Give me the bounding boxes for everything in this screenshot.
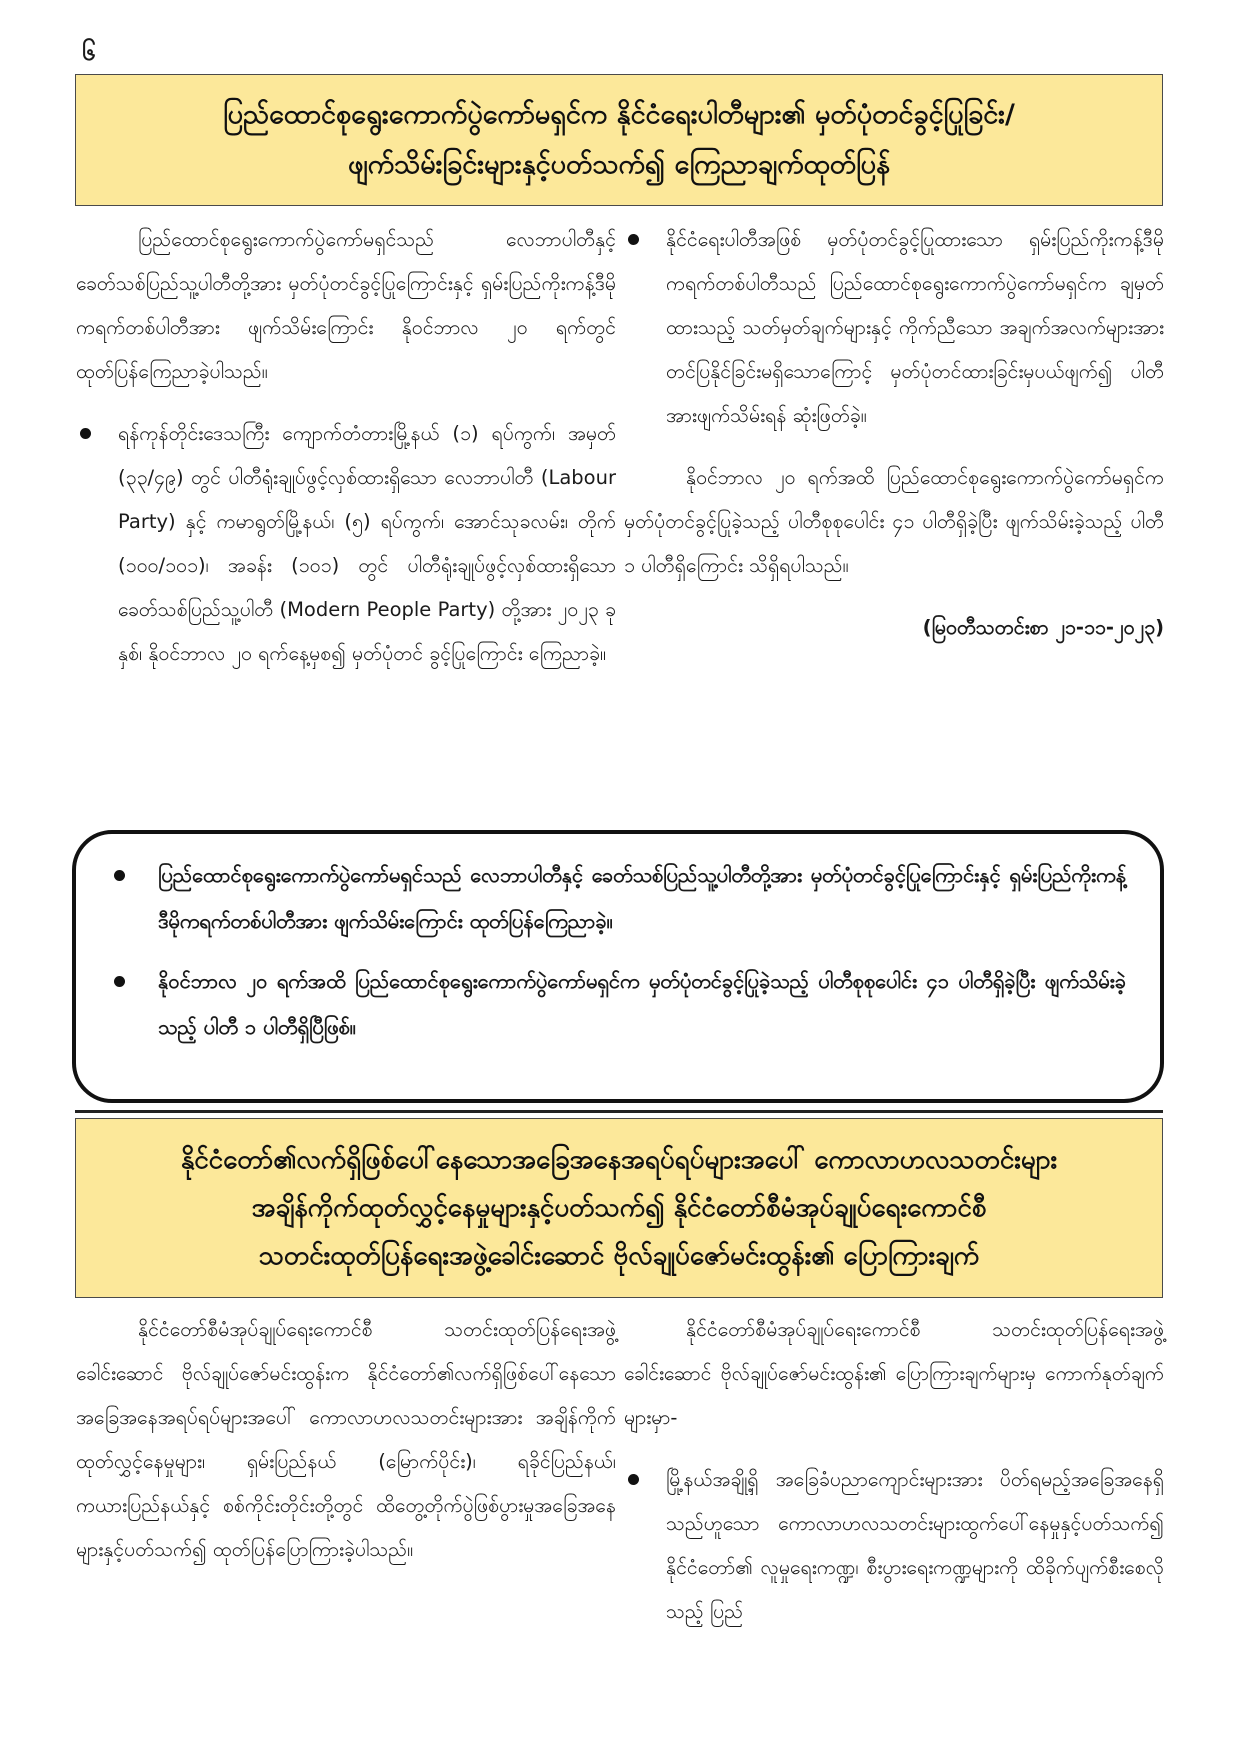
article1-right-bullet-text: နိုင်ငံရေးပါတီအဖြစ် မှတ်ပုံတင်ခွင့်ပြုထားသော ရှမ်းပြည်ကိုးကန့်ဒီမိုကရက်တစ်ပါတီသည် ပြည်ထောင်စုရွေးကောက်ပွဲကော်မရှင်က ချမှတ်ထားသည့် သတ်မှတ်ချက်များနှင့် ကိုက်ညီသော အချက်အလက်များအား တင်ပြနိုင်ခြင်းမရှိသောကြောင့် မှတ်ပုံတင်ထားခြင်းမှပယ်ဖျက်၍ ပါတီအားဖျက်သိမ်းရန် ဆုံးဖြတ်ခဲ့။ bbox=[666, 228, 1164, 427]
article2-left-paragraph: နိုင်ငံတော်စီမံအုပ်ချုပ်ရေးကောင်စီ သတင်းထုတ်ပြန်ရေးအဖွဲ့ခေါင်းဆောင် ဗိုလ်ချုပ်ဇော်မင်းထွန်းက နိုင်ငံတော်၏လက်ရှိဖြစ်ပေါ်နေသော အခြေအနေအရပ်ရပ်များအပေါ် ကောလာဟလသတင်းများအား အချိန်ကိုက်ထုတ်လွှင့်နေမှုများ၊ ရှမ်းပြည်နယ် (မြောက်ပိုင်း)၊ ရခိုင်ပြည်နယ်၊ ကယားပြည်နယ်နှင့် စစ်ကိုင်းတိုင်းတို့တွင် ထိတွေ့တိုက်ပွဲဖြစ်ပွားမှုအခြေအနေများနှင့်ပတ်သက်၍ ထုတ်ပြန်ပြောကြားခဲ့ပါသည်။ bbox=[76, 1318, 616, 1561]
summary-bullet-1 bbox=[110, 852, 1126, 944]
summary-bullet-2-text: နိုဝင်ဘာလ ၂၀ ရက်အထိ ပြည်ထောင်စုရွေးကောက်ပွဲကော်မရှင်က မှတ်ပုံတင်ခွင့်ပြုခဲ့သည့် ပါတီစုစုပေါင်း ၄၁ ပါတီရှိခဲ့ပြီး ဖျက်သိမ်းခဲ့သည့် ပါတီ ၁ ပါတီရှိပြီဖြစ်။ bbox=[158, 969, 1126, 1039]
article1-right-column bbox=[624, 218, 1164, 668]
article1-headline-line-1: ပြည်ထောင်စုရွေးကောက်ပွဲကော်မရှင်က နိုင်ငံရေးပါတီများ၏ မှတ်ပုံတင်ခွင့်ပြုခြင်း/ bbox=[223, 99, 1015, 130]
article2-headline bbox=[75, 1118, 1163, 1298]
article1-headline-line-2: ဖျက်သိမ်းခြင်းများနှင့်ပတ်သက်၍ ကြေညာချက်ထုတ်ပြန် bbox=[348, 149, 890, 180]
bullet-dot-icon bbox=[114, 870, 125, 881]
article1-source: (မြဝတီသတင်းစာ ၂၁-၁၁-၂၀၂၃) bbox=[922, 616, 1164, 639]
summary-bullet-1-text: ပြည်ထောင်စုရွေးကောက်ပွဲကော်မရှင်သည် လေဘာပါတီနှင့် ခေတ်သစ်ပြည်သူ့ပါတီတို့အား မှတ်ပုံတင်ခွင့်ပြုကြောင်းနှင့် ရှမ်းပြည်ကိုးကန့်ဒီမိုကရက်တစ်ပါတီအား ဖျက်သိမ်းကြောင်း ထုတ်ပြန်ကြေညာခဲ့။ bbox=[158, 863, 1126, 933]
bullet-dot-icon bbox=[80, 428, 91, 439]
article2-headline-line-2: အချိန်ကိုက်ထုတ်လွှင့်နေမှုများနှင့်ပတ်သက်၍ နိုင်ငံတော်စီမံအုပ်ချုပ်ရေးကောင်စီ bbox=[251, 1193, 987, 1223]
bullet-dot-icon bbox=[114, 976, 125, 987]
article1-right-paragraph: နိုဝင်ဘာလ ၂၀ ရက်အထိ ပြည်ထောင်စုရွေးကောက်ပွဲကော်မရှင်က မှတ်ပုံတင်ခွင့်ပြုခဲ့သည့် ပါတီစုစုပေါင်း ၄၁ ပါတီရှိခဲ့ပြီး ဖျက်သိမ်းခဲ့သည့် ပါတီ ၁ ပါတီရှိကြောင်း သိရှိရပါသည်။ bbox=[624, 466, 1164, 577]
article1-left-bullet-text: ရန်ကုန်တိုင်းဒေသကြီး ကျောက်တံတားမြို့နယ် (၁) ရပ်ကွက်၊ အမှတ် (၃၃/၄၉) တွင် ပါတီရုံးချုပ်ဖွင့်လှစ်ထားရှိသော လေဘာပါတီ (Labour Party) နှင့် ကမာရွတ်မြို့နယ်၊ (၅) ရပ်ကွက်၊ အောင်သုခလမ်း၊ တိုက် (၁၀၀/၁၀၁)၊ အခန်း (၁၀၁) တွင် ပါတီရုံးချုပ်ဖွင့်လှစ်ထားရှိသော ခေတ်သစ်ပြည်သူ့ပါတီ (Modern People Party) တို့အား ၂၀၂၃ ခုနှစ်၊ နိုဝင်ဘာလ ၂၀ ရက်နေ့မှစ၍ မှတ်ပုံတင် ခွင့်ပြုကြောင်း ကြေညာခဲ့။ bbox=[118, 422, 616, 665]
article2-headline-line-3: သတင်းထုတ်ပြန်ရေးအဖွဲ့ခေါင်းဆောင် ဗိုလ်ချုပ်ဇော်မင်းထွန်း၏ ပြောကြားချက် bbox=[258, 1241, 980, 1271]
section-divider bbox=[75, 1110, 1163, 1113]
bullet-dot-icon bbox=[628, 234, 639, 245]
summary-bullet-2 bbox=[110, 958, 1126, 1050]
bullet-dot-icon bbox=[628, 1474, 639, 1485]
article2-left-column bbox=[76, 1308, 616, 1590]
article2-headline-line-1: နိုင်ငံတော်၏လက်ရှိဖြစ်ပေါ်နေသောအခြေအနေအရပ်ရပ်များအပေါ် ကောလာဟလသတင်းများ bbox=[180, 1145, 1058, 1175]
article1-headline bbox=[75, 74, 1163, 206]
article1-left-column bbox=[76, 218, 616, 694]
article2-right-bullet bbox=[624, 1458, 1164, 1634]
article2-right-bullet-text: မြို့နယ်အချို့ရှိ အခြေခံပညာကျောင်းများအား ပိတ်ရမည့်အခြေအနေရှိသည်ဟူသော ကောလာဟလသတင်းများထွက်ပေါ်နေမှုနှင့်ပတ်သက်၍ နိုင်ငံတော်၏ လူမှုရေးကဏ္ဍ၊ စီးပွားရေးကဏ္ဍများကို ထိခိုက်ပျက်စီးစေလိုသည့် ပြည် bbox=[666, 1468, 1164, 1623]
article1-left-bullet bbox=[76, 412, 616, 676]
article1-intro-paragraph: ပြည်ထောင်စုရွေးကောက်ပွဲကော်မရှင်သည် လေဘာပါတီနှင့် ခေတ်သစ်ပြည်သူ့ပါတီတို့အား မှတ်ပုံတင်ခွင့်ပြုကြောင်းနှင့် ရှမ်းပြည်ကိုးကန့်ဒီမိုကရက်တစ်ပါတီအား ဖျက်သိမ်းကြောင်း နိုဝင်ဘာလ ၂၀ ရက်တွင် ထုတ်ပြန်ကြေညာခဲ့ပါသည်။ bbox=[76, 228, 616, 383]
article1-right-bullet bbox=[624, 218, 1164, 438]
summary-box bbox=[72, 830, 1164, 1103]
page-number: ၆ bbox=[82, 38, 96, 66]
article2-right-column bbox=[624, 1308, 1164, 1652]
article2-right-paragraph: နိုင်ငံတော်စီမံအုပ်ချုပ်ရေးကောင်စီ သတင်းထုတ်ပြန်ရေးအဖွဲ့ခေါင်းဆောင် ဗိုလ်ချုပ်ဇော်မင်းထွန်း၏ ပြောကြားချက်များမှ ကောက်နုတ်ချက်များမှာ- bbox=[624, 1318, 1164, 1429]
